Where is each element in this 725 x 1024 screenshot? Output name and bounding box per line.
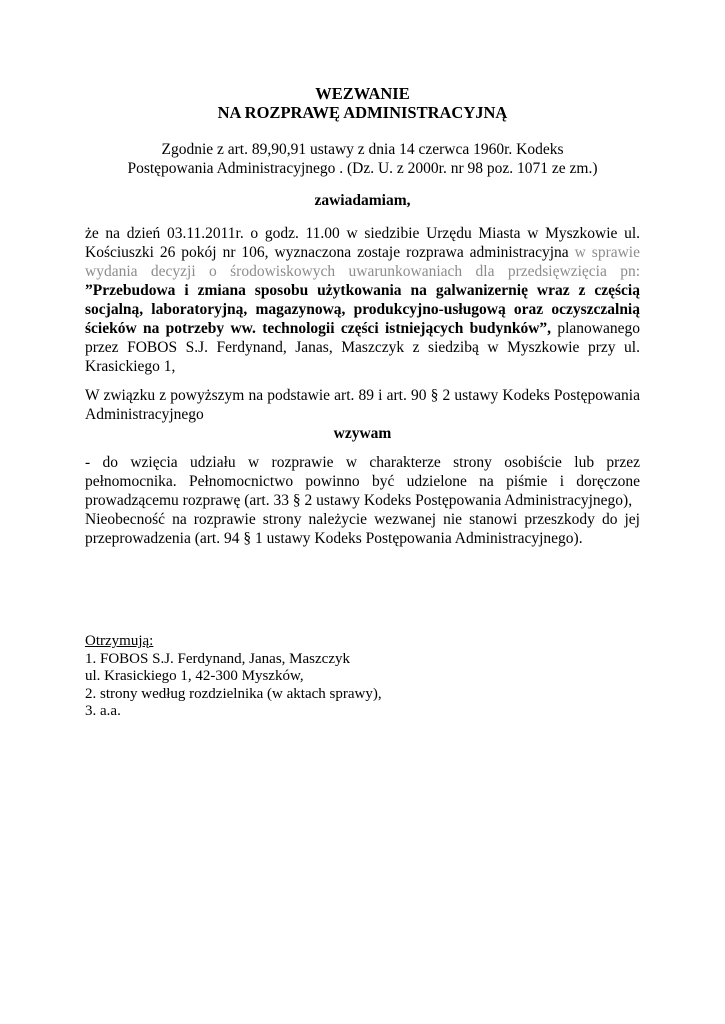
hearing-text-tail: planowanego przez FOBOS S.J. Ferdynand, Janas, Maszczyk z siedzibą w Myszkowie przy ul. Krasickiego 1, <box>85 320 641 375</box>
hearing-paragraph <box>85 224 640 376</box>
instruction-absence: Nieobecność na rozprawie strony należycie wezwanej nie stanowi przeszkody do jej przeprowadzenia (art. 94 § 1 ustawy Kodeks Postępowania Administracyjnego). <box>85 511 640 547</box>
legal-basis-line-1: Zgodnie z art. 89,90,91 ustawy z dnia 14 czerwca 1960r. Kodeks <box>161 141 564 158</box>
recipient-line: ul. Krasickiego 1, 42-300 Myszków, <box>85 668 304 684</box>
hearing-text-muted: w sprawie wydania decyzji o środowiskowych uwarunkowaniach dla przedsięwzięcia pn: <box>85 244 640 280</box>
summon-heading: wzywam <box>333 425 392 442</box>
legal-basis <box>85 140 640 178</box>
title-line-2: NA ROZPRAWĘ ADMINISTRACYJNĄ <box>217 103 508 122</box>
document-title <box>85 84 640 122</box>
recipient-line: 2. strony według rozdzielnika (w aktach sprawy), <box>85 685 382 702</box>
instruction-participation: - do wzięcia udziału w rozprawie w charakterze strony osobiście lub przez pełnomocnika. Pełnomocnictwo powinno być udzielone na piśmie i doręczone prowadzącemu rozprawę (art. 33 § 2 ustawy Kodeks Postępowania Administracyjnego), <box>85 454 640 509</box>
recipients-section <box>85 633 640 721</box>
legal-reference-paragraph: W związku z powyższym na podstawie art. 89 i art. 90 § 2 ustawy Kodeks Postępowania Administracyjnego <box>85 387 640 423</box>
title-line-1: WEZWANIE <box>315 84 410 103</box>
notify-heading: zawiadamiam, <box>314 192 411 209</box>
recipients-heading: Otrzymują: <box>85 633 154 649</box>
project-name-bold: ”Przebudowa i zmiana sposobu użytkowania na galwanizernię wraz z częścią socjalną, laboratoryjną, magazynową, produkcyjno-usługową oraz oczyszczalnią ścieków na potrzeby ww. technologii części istniejących budynków”, <box>85 282 640 337</box>
hearing-text-normal: że na dzień 03.11.2011r. o godz. 11.00 w siedzibie Urzędu Miasta w Myszkowie ul. Kościuszki 26 pokój nr 106, wyznaczona zostaje rozprawa administracyjna <box>85 225 640 261</box>
legal-basis-line-2: Postępowania Administracyjnego . (Dz. U. z 2000r. nr 98 poz. 1071 ze zm.) <box>127 160 598 177</box>
instructions-paragraph <box>85 453 640 548</box>
recipient-line: 3. a.a. <box>85 703 121 719</box>
recipient-line: 1. FOBOS S.J. Ferdynand, Janas, Maszczyk <box>85 650 350 667</box>
